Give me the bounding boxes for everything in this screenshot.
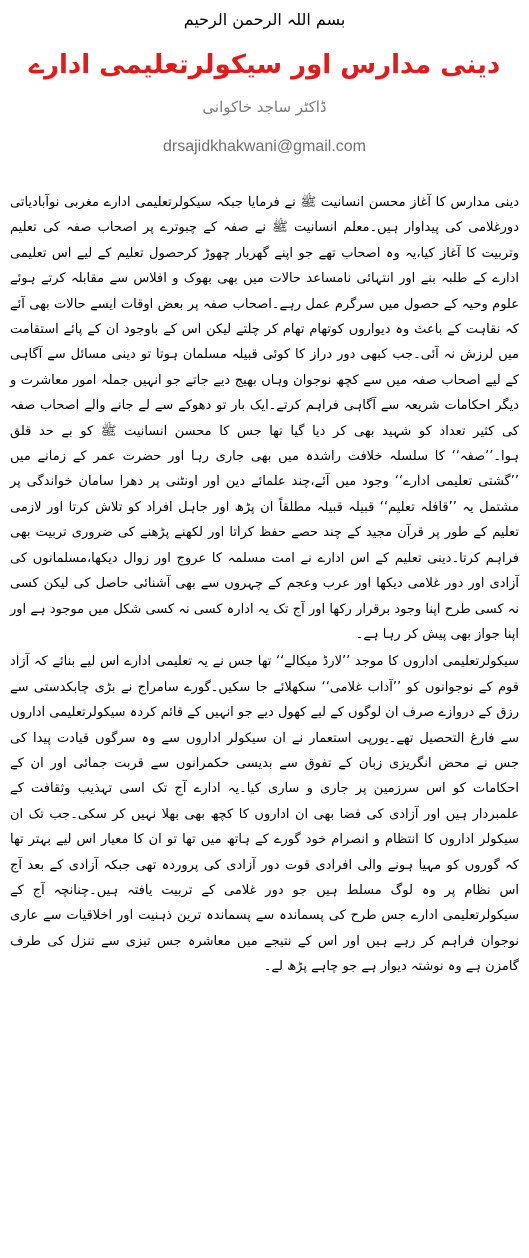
- bismillah-heading: بسم اللہ الرحمن الرحیم: [183, 10, 346, 29]
- author-email[interactable]: drsajidkhakwani@gmail.com: [163, 138, 366, 155]
- article-title: دینی مدارس اور سیکولرتعلیمی ادارے: [28, 50, 501, 80]
- article-body: [10, 190, 519, 980]
- article-paragraph: سیکولرتعلیمی اداروں کا موجد ’’لارڈ میکالے‘‘ تھا جس نے یہ تعلیمی ادارے اس لیے بنائے کہ آزاد قوم کے نوجوانوں کو ’’آداب غلامی‘‘ سکھلائے جا سکیں۔گورے سامراج نے بڑی چابکدستی سے رزق کے دروازے صرف ان لوگوں کے لیے کھول دیے جو انہیں کے قائم کردہ سیکولرتعلیمی اداروں سے فارغ التحصیل تھے۔یورپی استعمار نے ان سیکولر اداروں سے وہ سرگوں قیادت پیدا کی جس نے محض انگریزی زبان کے تفوق سے بدیسی حکمرانوں سے قربت جمائی اور ان کے احکامات کو اس سرزمین پر جاری و ساری کیا۔یہ ادارے آج تک اسی تہذیب وثقافت کے علمبردار ہیں اور آزادی کی فضا بھی ان اداروں کا کچھ بھی بھلا نہیں کر سکی۔جب تک ان سیکولر اداروں کا انتظام و انصرام خود گورے کے ہاتھ میں تھا تو ان کا معیار اس لیے بہتر تھا کہ گوروں کو مہیا ہونے والی افرادی قوت دور آزادی کی پروردہ تھی جبکہ آزادی کے بعد آج اس نظام پر وہ لوگ مسلط ہیں جو دور غلامی کے تربیت یافتہ ہیں۔چنانچہ آج کے سیکولرتعلیمی ادارے جس طرح کی پسماندہ سے پسماندہ ترین ذہنیت اور اخلاقیات سے عاری نوجوان فراہم کر رہے ہیں اور اس کے نتیجے میں معاشرہ جس تیزی سے تنزل کی طرف گامزن ہے وہ نوشتہ دیوار ہے جو چاہے پڑھ لے۔: [10, 654, 519, 975]
- article-paragraph: دینی مدارس کا آغاز محسن انسانیت ﷺ نے فرمایا جبکہ سیکولرتعلیمی ادارے مغربی نوآبادیاتی دورغلامی کی پیداوار ہیں۔معلم انسانیت ﷺ نے صفہ کے چبوترے پر اصحاب صفہ کی تعلیم وتربیت کا آغاز کیا،یہ وہ اصحاب تھے جو اپنے گھربار چھوڑ کرحصول تعلیم کے لیے اس تعلیمی ادارے کے طلبہ بنے اور انتہائی نامساعد حالات میں بھی بھوک و افلاس سے مقابلہ کرتے ہوئے علوم وحیہ کے حصول میں سرگرم عمل رہے۔اصحاب صفہ پر بعض اوقات ایسے حالات بھی آئے کہ نقاہت کے باعث وہ دیواروں کوتھام تھام کر چلتے لیکن اس کے باوجود ان کے پائے استقامت میں لرزش نہ آئی۔جب کبھی دور دراز کا کوئی قبیلہ مسلمان ہوتا تو دینی مسائل سے آگاہی کے لیے اصحاب صفہ میں سے کچھ نوجوان وہاں بھیج دیے جاتے جو انہیں جملہ امور معاشرت و دیگر احکامات شریعہ سے آگاہی فراہم کرتے۔ایک بار تو دھوکے سے لے جانے والے اصحاب صفہ کی کثیر تعداد کو شہید بھی کر دیا گیا تھا جس کا محسن انسانیت ﷺ کو بے حد قلق ہوا۔’’صفہ‘‘ کا سلسلہ خلافت راشدہ میں بھی جاری رہا اور حضرت عمر کے زمانے میں ’’گشتی تعلیمی ادارے‘‘ وجود میں آئے،چند علمائے دین اور اونٹنی پر دھرا سامان خواندگی پر مشتمل یہ ’’قافلہ تعلیم‘‘ قبیلہ قبیلہ مطلقاً ان پڑھ اور جاہل افراد کو تلاش کرتا اور لازمی تعلیم کے طور پر قرآن مجید کے چند حصے حفظ کراتا اور لکھنے پڑھنے کی ضروری تربیت بھی فراہم کرتا۔دینی تعلیم کے اس ادارے نے امت مسلمہ کا عروج اور زوال دیکھا،مسلمانوں کی آزادی اور دور غلامی دیکھا اور عرب وعجم کے چہروں سے بھی آشنائی حاصل کی لیکن کسی نہ کسی طرح اپنا وجود برقرار رکھا اور آج تک یہ ادارہ کسی نہ کسی شکل میں موجود ہے اور اپنا جواز بھی پیش کر رہا ہے۔: [10, 195, 519, 642]
- author-name: ڈاکٹر ساجد خاکوانی: [202, 98, 327, 116]
